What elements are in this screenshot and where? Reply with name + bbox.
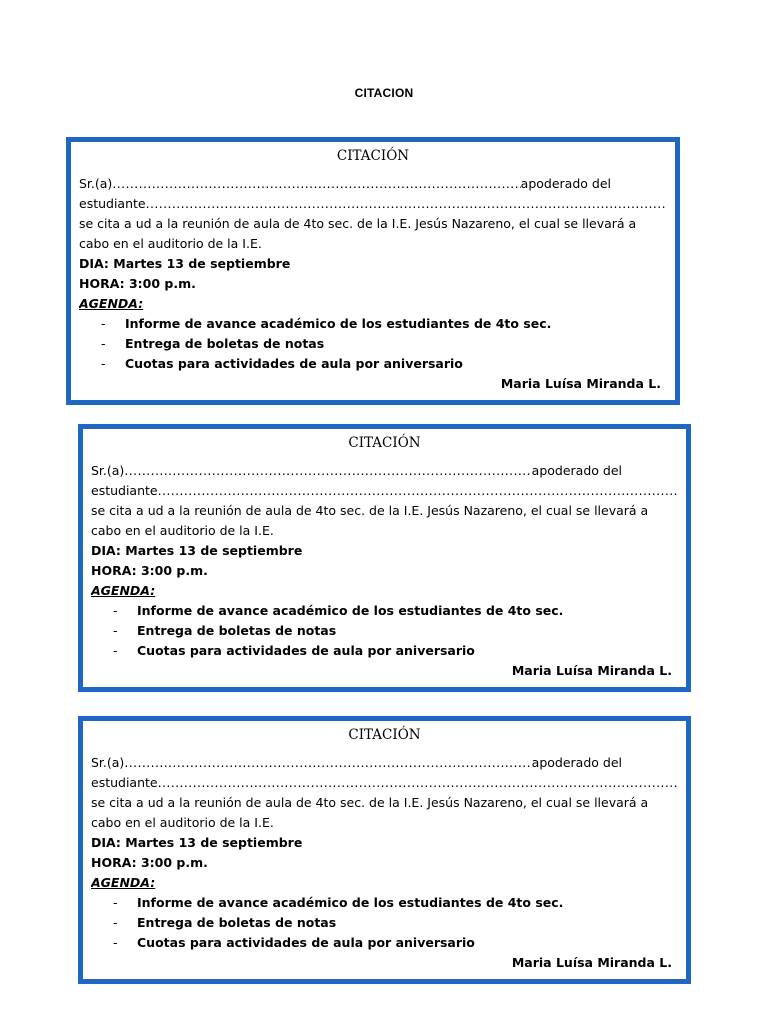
recipient-label: Sr.(a) bbox=[91, 755, 125, 770]
recipient-line bbox=[91, 461, 678, 481]
bullet: - bbox=[113, 915, 118, 930]
fill-in-blank bbox=[124, 461, 531, 481]
list-item-text: Cuotas para actividades de aula por aniversario bbox=[125, 356, 463, 371]
list-item bbox=[113, 641, 678, 661]
agenda-list bbox=[91, 601, 678, 661]
fill-in-blank bbox=[112, 174, 520, 194]
bullet: - bbox=[101, 336, 106, 351]
fill-in-blank bbox=[124, 753, 531, 773]
apoderado-text: apoderado del bbox=[531, 755, 622, 770]
time-line: HORA: 3:00 p.m. bbox=[91, 563, 208, 578]
date-line: DIA: Martes 13 de septiembre bbox=[79, 256, 291, 271]
list-item bbox=[113, 933, 678, 953]
signature: Maria Luísa Miranda L. bbox=[500, 376, 661, 391]
time-line: HORA: 3:00 p.m. bbox=[79, 276, 196, 291]
list-item-text: Informe de avance académico de los estudiantes de 4to sec. bbox=[137, 603, 564, 618]
list-item-text: Cuotas para actividades de aula por aniversario bbox=[137, 643, 475, 658]
citation-card bbox=[66, 137, 680, 405]
list-item-text: Entrega de boletas de notas bbox=[137, 623, 337, 638]
list-item bbox=[101, 334, 667, 354]
list-item-text: Entrega de boletas de notas bbox=[137, 915, 337, 930]
agenda-label: AGENDA: bbox=[91, 875, 156, 890]
date-line: DIA: Martes 13 de septiembre bbox=[91, 543, 303, 558]
list-item bbox=[113, 893, 678, 913]
list-item bbox=[101, 354, 667, 374]
recipient-label: Sr.(a) bbox=[91, 463, 125, 478]
student-label: estudiante bbox=[79, 196, 146, 211]
agenda-list bbox=[91, 893, 678, 953]
card-title: CITACIÓN bbox=[348, 727, 421, 743]
agenda-label: AGENDA: bbox=[79, 296, 144, 311]
list-item bbox=[101, 314, 667, 334]
list-item-text: Entrega de boletas de notas bbox=[125, 336, 325, 351]
list-item bbox=[113, 621, 678, 641]
signature: Maria Luísa Miranda L. bbox=[511, 663, 672, 678]
agenda-label: AGENDA: bbox=[91, 583, 156, 598]
body-text: se cita a ud a la reunión de aula de 4to sec. de la I.E. Jesús Nazareno, el cual se llevará a bbox=[91, 503, 649, 518]
apoderado-text: apoderado del bbox=[531, 463, 622, 478]
fill-in-blank bbox=[158, 481, 678, 501]
body-text: cabo en el auditorio de la I.E. bbox=[91, 523, 274, 538]
citation-card bbox=[78, 716, 691, 984]
recipient-label: Sr.(a) bbox=[79, 176, 113, 191]
date-line: DIA: Martes 13 de septiembre bbox=[91, 835, 303, 850]
page-title: CITACION bbox=[354, 86, 414, 100]
student-label: estudiante bbox=[91, 483, 158, 498]
body-text: cabo en el auditorio de la I.E. bbox=[91, 815, 274, 830]
bullet: - bbox=[113, 623, 118, 638]
signature: Maria Luísa Miranda L. bbox=[511, 955, 672, 970]
agenda-list bbox=[79, 314, 667, 374]
recipient-line bbox=[91, 753, 678, 773]
apoderado-text: apoderado del bbox=[520, 176, 611, 191]
body-text: se cita a ud a la reunión de aula de 4to sec. de la I.E. Jesús Nazareno, el cual se llevará a bbox=[91, 795, 649, 810]
list-item bbox=[113, 601, 678, 621]
card-title: CITACIÓN bbox=[336, 148, 410, 164]
fill-in-blank bbox=[158, 773, 678, 793]
bullet: - bbox=[101, 356, 106, 371]
recipient-line bbox=[79, 174, 667, 194]
list-item bbox=[113, 913, 678, 933]
body-text: cabo en el auditorio de la I.E. bbox=[79, 236, 262, 251]
list-item-text: Cuotas para actividades de aula por aniversario bbox=[137, 935, 475, 950]
bullet: - bbox=[113, 603, 118, 618]
bullet: - bbox=[113, 935, 118, 950]
bullet: - bbox=[113, 895, 118, 910]
fill-in-blank bbox=[146, 194, 667, 214]
student-line bbox=[91, 773, 678, 793]
student-label: estudiante bbox=[91, 775, 158, 790]
student-line bbox=[91, 481, 678, 501]
card-title: CITACIÓN bbox=[348, 435, 421, 451]
bullet: - bbox=[113, 643, 118, 658]
citation-card bbox=[78, 424, 691, 692]
bullet: - bbox=[101, 316, 106, 331]
body-text: se cita a ud a la reunión de aula de 4to sec. de la I.E. Jesús Nazareno, el cual se llevará a bbox=[79, 216, 637, 231]
student-line bbox=[79, 194, 667, 214]
list-item-text: Informe de avance académico de los estudiantes de 4to sec. bbox=[137, 895, 564, 910]
list-item-text: Informe de avance académico de los estudiantes de 4to sec. bbox=[125, 316, 552, 331]
time-line: HORA: 3:00 p.m. bbox=[91, 855, 208, 870]
